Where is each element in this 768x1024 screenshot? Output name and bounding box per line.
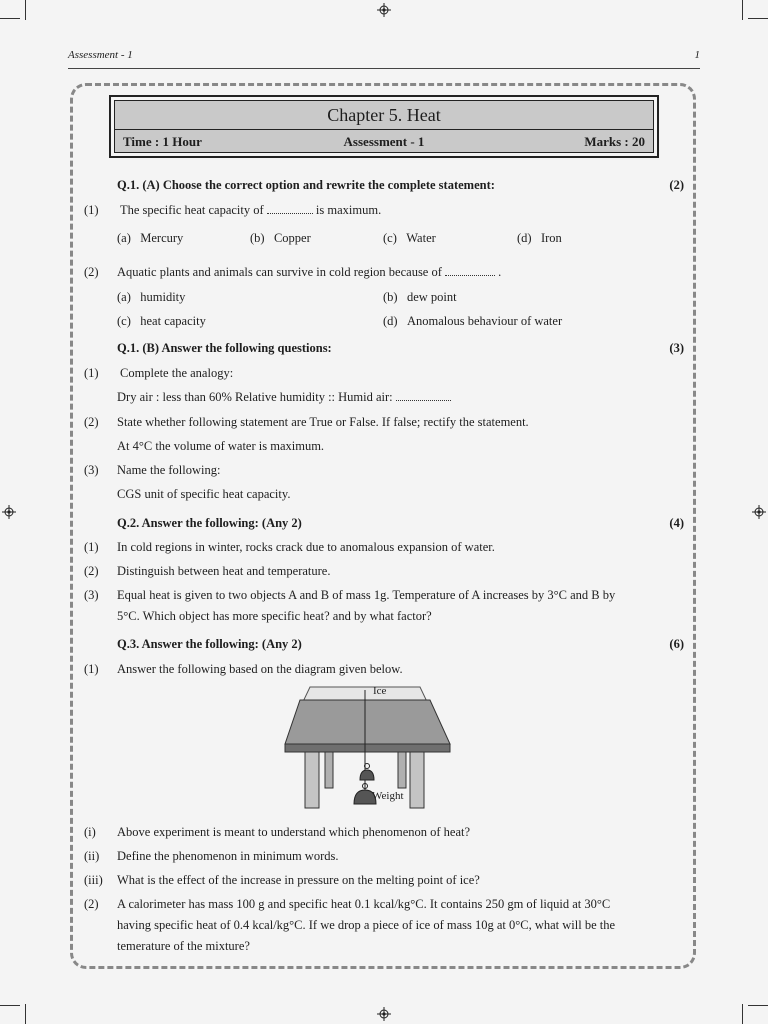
option: (c) Water [383, 231, 436, 245]
header-rule [68, 68, 700, 69]
question-text: Equal heat is given to two objects A and B of mass 1g. Temperature of A increases by 3°C and B by [117, 588, 616, 602]
question-text: A calorimeter has mass 100 g and specific heat 0.1 kcal/kg°C. It contains 250 gm of liquid at 30°C [117, 897, 611, 911]
question-text: Complete the analogy: [120, 366, 234, 380]
question-text: having specific heat of 0.4 kcal/kg°C. If we drop a piece of ice of mass 10g at 0°C, what will be the [117, 918, 616, 932]
section-heading: Q.1. (A) Choose the correct option and rewrite the complete statement: [117, 178, 495, 192]
question-text-part: . [498, 265, 502, 279]
page-number: 1 [694, 49, 700, 61]
question-text-part: Dry air : less than 60% Relative humidity :: Humid air: [117, 390, 393, 404]
question-number: (3) [84, 463, 99, 477]
option: (a) Mercury [117, 231, 184, 245]
crop-mark [0, 1005, 20, 1006]
question-text: temerature of the mixture? [117, 939, 250, 953]
question-text: At 4°C the volume of water is maximum. [117, 439, 325, 453]
section-heading: Q.3. Answer the following: (Any 2) [117, 637, 302, 651]
question-text [117, 265, 501, 280]
ice-label: Ice [373, 685, 387, 697]
question-text: What is the effect of the increase in pressure on the melting point of ice? [117, 873, 480, 887]
option: (b) Copper [250, 231, 311, 245]
running-header: Assessment - 1 [68, 49, 133, 61]
question-text [117, 390, 451, 405]
crop-mark [748, 18, 768, 19]
marks-label: Marks : 20 [584, 134, 645, 149]
question-number: (3) [84, 588, 99, 602]
question-number: (i) [84, 825, 96, 839]
question-text: Answer the following based on the diagram given below. [117, 662, 403, 676]
section-marks: (4) [669, 516, 684, 530]
question-number: (2) [84, 564, 99, 578]
question-number: (1) [84, 203, 99, 217]
section-marks: (6) [669, 637, 684, 651]
question-text: 5°C. Which object has more specific heat? and by what factor? [117, 609, 432, 623]
regelation-diagram [280, 682, 460, 814]
question-number: (2) [84, 415, 99, 429]
page-title: Chapter 5. Heat [327, 105, 441, 125]
title-box [109, 95, 659, 158]
crop-mark [742, 1004, 743, 1024]
option: (d) Anomalous behaviour of water [383, 314, 563, 328]
option: (c) heat capacity [117, 314, 206, 328]
question-text: State whether following statement are True or False. If false; rectify the statement. [117, 415, 529, 429]
registration-mark-icon [2, 505, 16, 519]
section-marks: (3) [669, 341, 684, 355]
section-heading: Q.1. (B) Answer the following questions: [117, 341, 332, 355]
time-label: Time : 1 Hour [123, 134, 202, 149]
question-text: Above experiment is meant to understand which phenomenon of heat? [117, 825, 471, 839]
registration-mark-icon [377, 1007, 391, 1021]
option: (d) Iron [517, 231, 562, 245]
crop-mark [742, 0, 743, 20]
section-marks: (2) [669, 178, 684, 192]
question-text: Distinguish between heat and temperature. [117, 564, 331, 578]
question-text [120, 203, 381, 218]
option: (b) dew point [383, 290, 457, 304]
question-text: CGS unit of specific heat capacity. [117, 487, 291, 501]
registration-mark-icon [752, 505, 766, 519]
question-number: (1) [84, 540, 99, 554]
crop-mark [748, 1005, 768, 1006]
question-text-part: The specific heat capacity of [120, 203, 264, 217]
question-text: Name the following: [117, 463, 221, 477]
answer-blank [267, 203, 313, 214]
crop-mark [0, 18, 20, 19]
question-text: In cold regions in winter, rocks crack due to anomalous expansion of water. [117, 540, 495, 554]
question-number: (iii) [84, 873, 103, 887]
title-divider [115, 129, 653, 130]
section-heading: Q.2. Answer the following: (Any 2) [117, 516, 302, 530]
crop-mark [25, 0, 26, 20]
question-text-part: Aquatic plants and animals can survive in cold region because of [117, 265, 442, 279]
question-text-part: is maximum. [315, 203, 382, 217]
assessment-label: Assessment - 1 [343, 134, 425, 149]
weight-label: Weight [372, 790, 404, 802]
question-text: Define the phenomenon in minimum words. [117, 849, 339, 863]
question-number: (1) [84, 662, 99, 676]
crop-mark [25, 1004, 26, 1024]
question-number: (2) [84, 265, 99, 279]
question-number: (ii) [84, 849, 100, 863]
question-number: (1) [84, 366, 99, 380]
answer-blank [396, 390, 451, 401]
answer-blank [445, 265, 495, 276]
option: (a) humidity [117, 290, 186, 304]
registration-mark-icon [377, 3, 391, 17]
question-number: (2) [84, 897, 99, 911]
